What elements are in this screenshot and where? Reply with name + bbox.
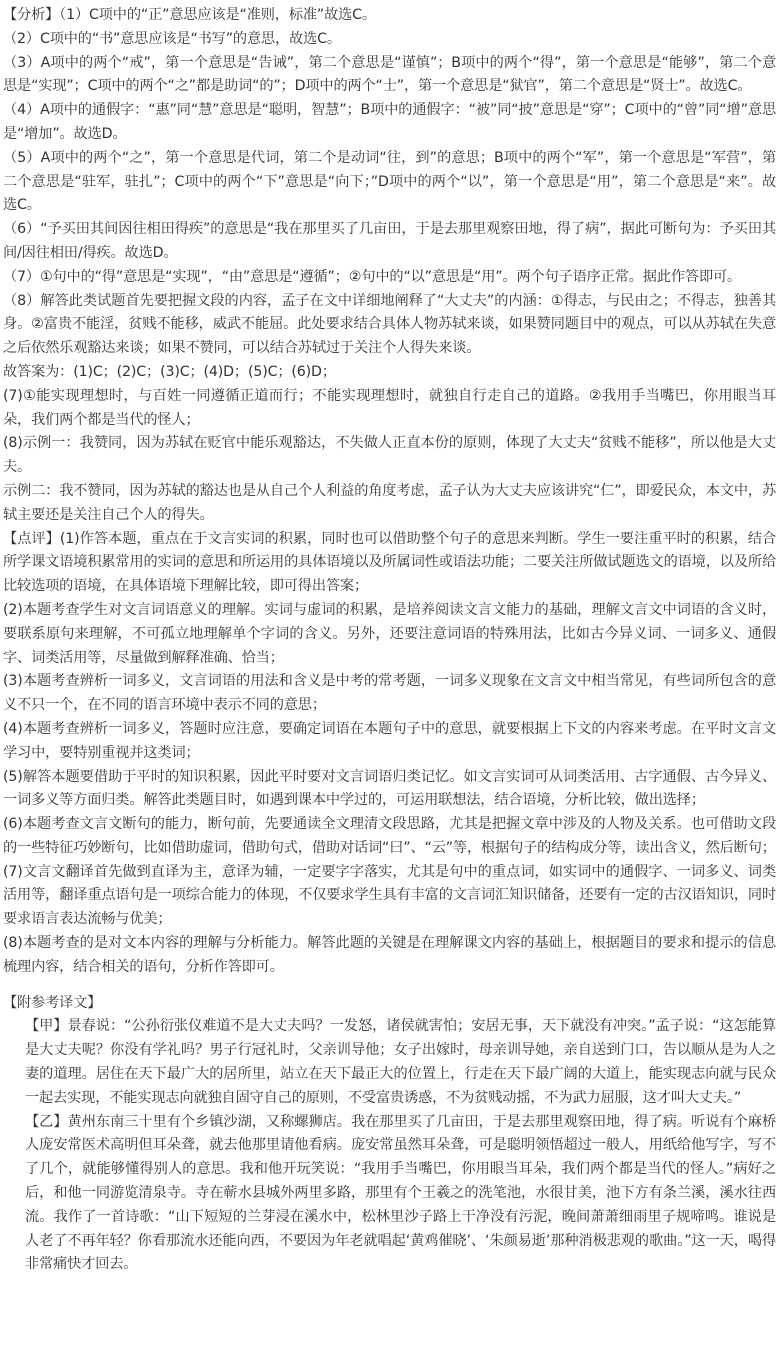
translation-section bbox=[3, 992, 776, 1278]
comment-item-7: (7)文言文翻译首先做到直译为主，意译为辅，一定要字字落实，尤其是句中的重点词，如实词中的通假字、一词多义、词类活用等，翻译重点语句是一项综合能力的体现，不仅要求学生具有丰富的文言词汇知识储备，还要有一定的古汉语知识，同时要求语言表达流畅与优美； bbox=[3, 863, 776, 928]
answer-line-1-6: 故答案为：(1)C；(2)C；(3)C；(4)D；(5)C；(6)D； bbox=[3, 363, 336, 380]
comment-item-8: (8)本题考查的是对文本内容的理解与分析能力。解答此题的关键是在理解课文内容的基础上，根据题目的要求和提示的信息梳理内容，结合相关的语句，分析作答即可。 bbox=[3, 935, 776, 975]
comment-item-5: (5)解答本题要借助于平时的知识积累，因此平时要对文言词语归类记忆。如文言实词可从词类活用、古字通假、古今异义、一词多义等方面归类。解答此类题目时，如遇到课本中学过的，可运用联想法，结合语境，分析比较，做出选择； bbox=[3, 768, 776, 809]
analysis-item-2: （2）C项中的“书”意思应该是“书写”的意思，故选C。 bbox=[3, 30, 341, 47]
translation-header: 【附参考译文】 bbox=[3, 994, 102, 1011]
comment-item-6: (6)本题考查文言文断句的能力，断句前，先要通读全文理清文段思路，尤其是把握文章中涉及的人物及关系。也可借助文段的一些特征巧妙断句，比如借助虚词，借助句式，借助对话词“曰”、“云”等，根据句子的结构成分等，读出含义，然后断句； bbox=[3, 816, 776, 856]
comments-header: 【点评】 bbox=[3, 530, 60, 547]
comments-section bbox=[3, 528, 776, 980]
analysis-item-8: （8）解答此类试题首先要把握文段的内容，孟子在文中详细地阐释了“大丈夫”的内涵：①得志，与民由之；不得志，独善其身。②富贵不能淫，贫贱不能移，威武不能屈。此处要求结合具体人物苏轼来谈，如果赞同题目中的观点，可以从苏轼在失意之后依然乐观豁达来谈；如果不赞同，可以结合苏轼过于关注个人得失来谈。 bbox=[3, 292, 776, 357]
answer-line-7: (7)①能实现理想时，与百姓一同遵循正道而行；不能实现理想时，就独自行走自己的道路。②我用手当嘴巴，你用眼当耳朵，我们两个都是当代的怪人； bbox=[3, 387, 776, 428]
analysis-item-3: （3）A项中的两个“戒”，第一个意思是“告诫”，第二个意思是“谨慎”；B项中的两个“得”，第一个意思是“能够”，第二个意思是“实现”；C项中的两个“之”都是助词“的”；D项中的两个“士”，第一个意思是“狱官”，第二个意思是“贤士”。故选C。 bbox=[3, 54, 776, 95]
answer-line-8-example-2: 示例二：我不赞同，因为苏轼的豁达也是从自己个人利益的角度考虑，孟子认为大丈夫应该讲究“仁”，即爱民众，本文中，苏轼主要还是关注自己个人的得失。 bbox=[3, 482, 776, 523]
comment-item-2: (2)本题考查学生对文言词语意义的理解。实词与虚词的积累，是培养阅读文言文能力的基础，理解文言文中词语的含义时，要联系原句来理解，不可孤立地理解单个字词的含义。另外，还要注意词语的特殊用法，比如古今异义词、一词多义、通假字、词类活用等，尽量做到解释准确、恰当； bbox=[3, 601, 776, 666]
section-spacer bbox=[3, 980, 776, 992]
analysis-item-6: （6）“予买田其间因往相田得疾”的意思是“我在那里买了几亩田，于是去那里观察田地，得了病”，据此可断句为：予买田其间/因往相田/得疾。故选D。 bbox=[3, 221, 776, 261]
answers-section bbox=[3, 361, 776, 528]
comment-item-1: 【点评】(1)作答本题，重点在于文言实词的积累，同时也可以借助整个句子的意思来判断。学生一要注重平时的积累，结合所学课文语境积累常用的实词的意思和所运用的具体语境以及所属词性或语法功能；二要关注所做试题选文的语境，以及所给比较选项的语境，在具体语境下理解比较，即可得出答案； bbox=[3, 530, 776, 595]
answer-line-8-example-1: (8)示例一：我赞同，因为苏轼在贬官中能乐观豁达，不失做人正直本份的原则，体现了大丈夫“贫贱不能移”，所以他是大丈夫。 bbox=[3, 435, 776, 476]
analysis-item-5: （5）A项中的两个“之”，第一个意思是代词，第二个是动词“往，到”的意思；B项中的两个“军”，第一个意思是“军营”，第二个意思是“驻军，驻扎”；C项中的两个“下”意思是“向下；”D项中的两个“以”，第一个意思是“用”，第二个意思是“来”。故选C。 bbox=[3, 149, 776, 214]
translation-yi: 【乙】黄州东南三十里有个乡镇沙湖，又称螺狮店。我在那里买了几亩田，于是去那里观察田地，得了病。听说有个麻桥人庞安常医术高明但耳朵聋，就去他那里请他看病。庞安常虽然耳朵聋，可是聪明领悟超过一般人，用纸给他写字，写不了几个，就能够懂得别人的意思。我和他开玩笑说：“我用手当嘴巴，你用眼当耳朵，我们两个都是当代的怪人。”病好之后，和他一同游览清泉寺。寺在蕲水县城外两里多路，那里有个王羲之的洗笔池，水很甘美，池下方有条兰溪，溪水往西流。我作了一首诗歌：“山下短短的兰芽浸在溪水中，松林里沙子路上干净没有污泥，晚间萧萧细雨里子规啼鸣。谁说是人老了不再年轻？你看那流水还能向西，不要因为年老就唱起‘黄鸡催晓’、‘朱颜易逝’那种消极悲观的歌曲。”这一天，喝得非常痛快才回去。 bbox=[25, 1113, 776, 1273]
analysis-header: 【分析】 bbox=[3, 7, 60, 23]
analysis-item-7: （7）①句中的“得”意思是“实现”，“由”意思是“遵循”；②句中的“以”意思是“用”。两个句子语序正常。据此作答即可。 bbox=[3, 268, 742, 285]
analysis-item-1: 【分析】（1）C项中的“正”意思应该是“准则，标准”故选C。 bbox=[3, 7, 376, 23]
analysis-item-4: （4）A项中的通假字：“惠”同“慧”意思是“聪明，智慧”；B项中的通假字：“被”同“披”意思是“穿”；C项中的“曾”同“增”意思是“增加”。故选D。 bbox=[3, 102, 776, 142]
comment-item-3: (3)本题考查辨析一词多义，文言词语的用法和含义是中考的常考题，一词多义现象在文言文中相当常见，有些词所包含的意义不只一个，在不同的语言环境中表示不同的意思； bbox=[3, 673, 776, 714]
translation-jia: 【甲】景春说：“公孙衍张仪难道不是大丈夫吗？一发怒，诸侯就害怕；安居无事，天下就没有冲突。”孟子说：“这怎能算是大丈夫呢？你没有学礼吗？男子行冠礼时，父亲训导他；女子出嫁时，母亲训导她，亲自送到门口，告以顺从是为人之妻的道理。居住在天下最广大的居所里，站立在天下最正大的位置上，行走在天下最广阔的大道上，能实现志向就与民众一起去实现，不能实现志向就独自固守自己的原则，不受富贵诱惑，不为贫贱动摇，不为武力屈服，这才叫大丈夫。” bbox=[25, 1018, 776, 1106]
comment-item-4: (4)本题考查辨析一词多义，答题时应注意，要确定词语在本题句子中的意思，就要根据上下文的内容来考虑。在平时文言文学习中，要特别重视并这类词； bbox=[3, 720, 776, 761]
analysis-section bbox=[3, 4, 776, 361]
